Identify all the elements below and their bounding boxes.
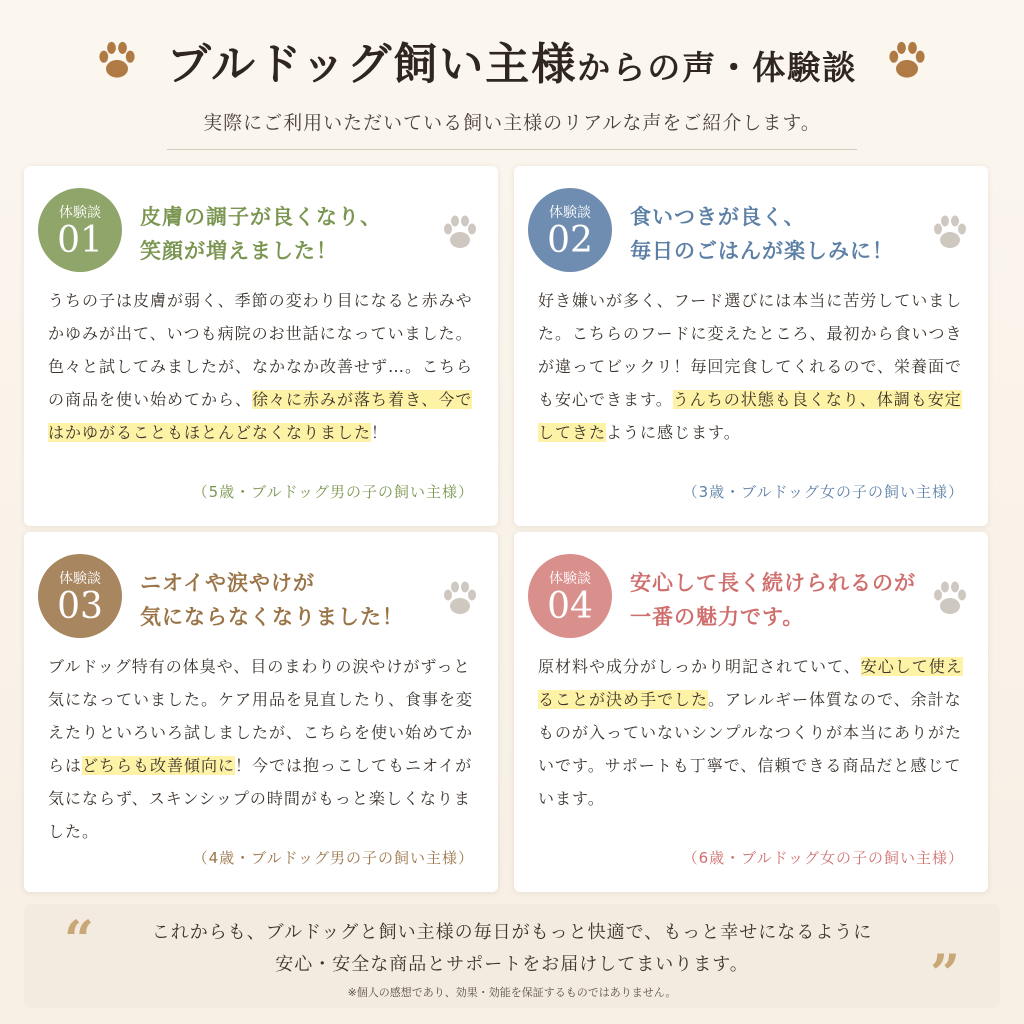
page-subtitle: 実際にご利用いただいている飼い主様のリアルな声をご紹介します。: [203, 112, 821, 134]
heading-line: 皮膚の調子が良くなり、: [140, 205, 382, 229]
testimonial-byline: （6歳・ブルドッグ女の子の飼い主様）: [682, 849, 964, 867]
title-suffix: からの声・体験談: [577, 48, 858, 87]
testimonial-badge: [528, 554, 612, 638]
testimonial-card-3: [24, 532, 498, 892]
close-quote-icon: ”: [930, 944, 960, 1005]
testimonial-badge: [38, 188, 122, 272]
body-text: ように感じます。: [606, 423, 741, 442]
paw-icon: [930, 212, 970, 252]
badge-number: 04: [547, 586, 593, 627]
heading-line: ニオイや涙やけが: [140, 571, 315, 595]
divider: [167, 149, 857, 150]
title-main: ブルドッグ飼い主様: [166, 39, 578, 90]
badge-label: 体験談: [549, 571, 591, 587]
closing-line: これからも、ブルドッグと飼い主様の毎日がもっと快適で、もっと幸せになるように: [151, 922, 873, 943]
heading-line: 気にならなくなりました！: [140, 605, 404, 629]
testimonial-byline: （3歳・ブルドッグ女の子の飼い主様）: [682, 483, 964, 501]
testimonial-byline: （5歳・ブルドッグ男の子の飼い主様）: [192, 483, 474, 501]
page-title: [167, 28, 857, 92]
body-text: 好き嫌いが多く、フード選びには本当に苦労していました。こちらのフードに変えたところ、最初から食いつきが違ってビックリ！毎回完食してくれるので、栄養面でも安心できます。: [538, 291, 963, 409]
heading-line: 毎日のごはんが楽しみに！: [630, 239, 894, 263]
testimonial-badge: [38, 554, 122, 638]
testimonial-card-1: [24, 166, 498, 526]
testimonial-heading: [140, 200, 440, 268]
badge-number: 03: [57, 586, 103, 627]
closing-line: 安心・安全な商品とサポートをお届けしてまいります。: [275, 954, 749, 975]
heading-line: 安心して長く続けられるのが: [630, 571, 916, 595]
paw-icon: [440, 578, 480, 618]
testimonial-body: [48, 650, 476, 848]
paw-icon: [930, 578, 970, 618]
testimonial-heading: [630, 566, 930, 634]
highlighted-text: うんちの状態も良くなり、体調も安定してきた: [538, 390, 962, 442]
badge-label: 体験談: [59, 205, 101, 221]
badge-number: 01: [57, 220, 103, 261]
testimonial-byline: （4歳・ブルドッグ男の子の飼い主様）: [192, 849, 474, 867]
heading-line: 食いつきが良く、: [630, 205, 806, 229]
testimonial-badge: [528, 188, 612, 272]
badge-label: 体験談: [549, 205, 591, 221]
highlighted-text: どちらも改善傾向に: [82, 756, 236, 775]
highlighted-text: 安心して使えることが決め手でした: [538, 657, 963, 709]
testimonial-body: [48, 284, 476, 449]
testimonial-card-2: [514, 166, 988, 526]
closing-message: [24, 904, 1000, 1008]
disclaimer-note: ※個人の感想であり、効果・効能を保証するものではありません。: [347, 986, 677, 999]
highlighted-text: 徐々に赤みが落ち着き、今ではかゆがることもほとんどなくなりました: [48, 390, 473, 442]
testimonial-heading: [140, 566, 440, 634]
testimonial-heading: [630, 200, 930, 268]
open-quote-icon: “: [64, 910, 94, 971]
body-text: 原材料や成分がしっかり明記されていて、: [538, 657, 861, 676]
page-header: [0, 28, 1024, 150]
testimonial-body: [538, 284, 966, 449]
heading-line: 笑顔が増えました！: [140, 239, 338, 263]
paw-icon: [95, 38, 139, 82]
body-text: ！今では抱っこしてもニオイが気にならず、スキンシップの時間がもっと楽しくなりました。: [48, 756, 473, 841]
body-text: 。アレルギー体質なので、余計なものが入っていないシンプルなつくりが本当にありがたいです。サポートも丁寧で、信頼できる商品だと感じています。: [538, 690, 962, 808]
paw-icon: [440, 212, 480, 252]
body-text: ブルドッグ特有の体臭や、目のまわりの涙やけがずっと気になっていました。ケア用品を見直したり、食事を変えたりといろいろ試しましたが、こちらを使い始めてからは: [48, 657, 474, 775]
heading-line: 一番の魅力です。: [630, 605, 805, 629]
badge-label: 体験談: [59, 571, 101, 587]
badge-number: 02: [547, 220, 593, 261]
testimonial-card-4: [514, 532, 988, 892]
title-row: [0, 28, 1024, 92]
paw-icon: [885, 38, 929, 82]
body-text: ！: [371, 423, 389, 442]
body-text: うちの子は皮膚が弱く、季節の変わり目になると赤みやかゆみが出て、いつも病院のお世話になっていました。色々と試してみましたが、なかなか改善せず…。こちらの商品を使い始めてから、: [48, 291, 474, 409]
testimonial-body: [538, 650, 966, 815]
